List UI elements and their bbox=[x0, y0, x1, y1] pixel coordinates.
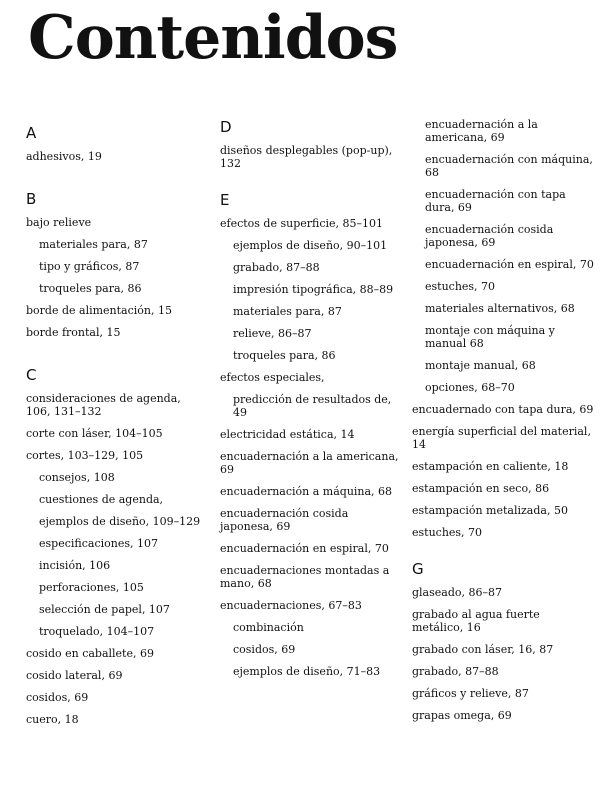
index-subentry: encuadernación cosida japonesa, 69 bbox=[425, 223, 554, 249]
index-entry: consideraciones de agenda, 106, 131–132 bbox=[26, 392, 181, 418]
index-entry: encuadernaciones montadas a mano, 68 bbox=[220, 564, 390, 590]
index-entry: grabado, 87–88 bbox=[412, 665, 499, 678]
section-letter: G bbox=[412, 560, 424, 578]
index-subentry: ejemplos de diseño, 109–129 bbox=[39, 515, 201, 528]
index-subentry: predicción de resultados de, 49 bbox=[233, 393, 392, 419]
index-entry: diseños desplegables (pop-up), 132 bbox=[220, 144, 393, 170]
index-subentry: ejemplos de diseño, 71–83 bbox=[233, 665, 381, 678]
index-entry: corte con láser, 104–105 bbox=[26, 427, 163, 440]
index-entry: encuadernaciones, 67–83 bbox=[220, 599, 362, 612]
index-entry: estampación en seco, 86 bbox=[412, 482, 550, 495]
index-subentry: consejos, 108 bbox=[39, 471, 115, 484]
index-entry: encuadernación a la americana, 69 bbox=[220, 450, 399, 476]
page-title: Contenidos bbox=[28, 3, 398, 73]
index-entry: grabado con láser, 16, 87 bbox=[412, 643, 554, 656]
index-subentry: troqueles para, 86 bbox=[233, 349, 336, 362]
index-entry: glaseado, 86–87 bbox=[412, 586, 502, 599]
index-subentry: grabado, 87–88 bbox=[233, 261, 320, 274]
index-subentry: materiales para, 87 bbox=[39, 238, 148, 251]
index-subentry: estuches, 70 bbox=[425, 280, 496, 293]
index-entry: cosido en caballete, 69 bbox=[26, 647, 154, 660]
section-gap bbox=[26, 172, 206, 184]
index-entry: estampación en caliente, 18 bbox=[412, 460, 569, 473]
section-gap bbox=[220, 179, 400, 191]
section-gap bbox=[412, 548, 594, 560]
index-entry: encuadernación a máquina, 68 bbox=[220, 485, 393, 498]
index-entry: efectos de superficie, 85–101 bbox=[220, 217, 384, 230]
index-subentry: materiales para, 87 bbox=[233, 305, 342, 318]
index-subentry: troqueles para, 86 bbox=[39, 282, 142, 295]
index-entry: cosidos, 69 bbox=[26, 691, 89, 704]
index-entry: cuero, 18 bbox=[26, 713, 79, 726]
index-entry: borde de alimentación, 15 bbox=[26, 304, 172, 317]
index-subentry: encuadernación con máquina, 68 bbox=[425, 153, 593, 179]
index-column-3 bbox=[412, 118, 594, 731]
index-subentry: ejemplos de diseño, 90–101 bbox=[233, 239, 388, 252]
index-entry: estuches, 70 bbox=[412, 526, 483, 539]
index-subentry: combinación bbox=[233, 621, 304, 634]
index-subentry: selección de papel, 107 bbox=[39, 603, 170, 616]
index-subentry: montaje con máquina y manual 68 bbox=[425, 324, 555, 350]
index-entry: encuadernación en espiral, 70 bbox=[220, 542, 389, 555]
index-column-2 bbox=[220, 118, 400, 687]
index-subentry: perforaciones, 105 bbox=[39, 581, 144, 594]
index-entry: cortes, 103–129, 105 bbox=[26, 449, 144, 462]
index-entry: estampación metalizada, 50 bbox=[412, 504, 568, 517]
section-gap bbox=[26, 348, 206, 360]
index-entry: encuadernación cosida japonesa, 69 bbox=[220, 507, 349, 533]
section-letter: A bbox=[26, 124, 37, 142]
index-entry: electricidad estática, 14 bbox=[220, 428, 355, 441]
index-subentry: cosidos, 69 bbox=[233, 643, 296, 656]
section-letter: E bbox=[220, 191, 230, 209]
index-entry: bajo relieve bbox=[26, 216, 92, 229]
index-entry: grabado al agua fuerte metálico, 16 bbox=[412, 608, 540, 634]
index-column-1 bbox=[26, 118, 206, 735]
index-subentry: especificaciones, 107 bbox=[39, 537, 158, 550]
index-entry: gráficos y relieve, 87 bbox=[412, 687, 529, 700]
section-letter: C bbox=[26, 366, 37, 384]
index-subentry: montaje manual, 68 bbox=[425, 359, 536, 372]
index-entry: efectos especiales, bbox=[220, 371, 325, 384]
index-entry: energía superficial del material, 14 bbox=[412, 425, 591, 451]
index-subentry: troquelado, 104–107 bbox=[39, 625, 155, 638]
index-entry: encuadernado con tapa dura, 69 bbox=[412, 403, 594, 416]
index-entry: cosido lateral, 69 bbox=[26, 669, 123, 682]
index-subentry: encuadernación en espiral, 70 bbox=[425, 258, 594, 271]
index-entry: grapas omega, 69 bbox=[412, 709, 512, 722]
index-subentry: impresión tipográfica, 88–89 bbox=[233, 283, 394, 296]
index-subentry: opciones, 68–70 bbox=[425, 381, 515, 394]
index-subentry: materiales alternativos, 68 bbox=[425, 302, 575, 315]
index-entry: adhesivos, 19 bbox=[26, 150, 102, 163]
section-letter: B bbox=[26, 190, 37, 208]
index-subentry: encuadernación a la americana, 69 bbox=[425, 118, 538, 144]
section-letter: D bbox=[220, 118, 232, 136]
index-subentry: encuadernación con tapa dura, 69 bbox=[425, 188, 566, 214]
index-subentry: relieve, 86–87 bbox=[233, 327, 312, 340]
index-subentry: incisión, 106 bbox=[39, 559, 111, 572]
index-subentry: cuestiones de agenda, bbox=[39, 493, 164, 506]
index-entry: borde frontal, 15 bbox=[26, 326, 121, 339]
index-subentry: tipo y gráficos, 87 bbox=[39, 260, 140, 273]
